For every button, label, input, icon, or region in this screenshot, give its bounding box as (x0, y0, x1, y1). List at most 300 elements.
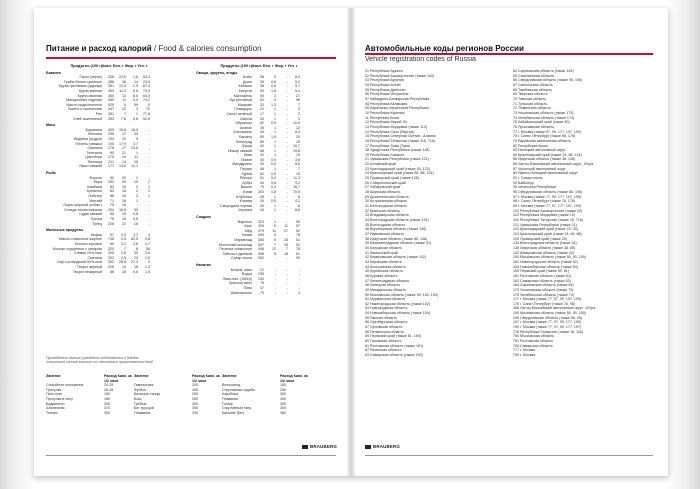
region-code-item: 178 г. Санкт-Петербург (также 78, 98) (513, 301, 576, 306)
region-code-item: 11 Республика Коми (365, 115, 399, 120)
food-row (46, 117, 150, 122)
region-code-item: 64 Саратовская область (также 164) (513, 69, 574, 73)
food-value: 2,5 (133, 84, 138, 89)
region-code-item: 124 Красноярский край (также 24, 84, 88) (513, 231, 582, 236)
food-value: 75 (110, 203, 114, 208)
food-name: Груша (241, 144, 252, 149)
food-value: 1 (274, 148, 276, 153)
food-name: Черника (237, 208, 252, 213)
food-value: 0,6 (133, 269, 138, 274)
region-code-item: 87 Чукотский автономный округ (513, 166, 566, 171)
food-value: - (286, 290, 288, 295)
region-code-item: 83 Ненецкий автономный округ (513, 148, 566, 153)
food-value: 23,0 (119, 75, 126, 80)
food-value: 17 (260, 111, 264, 116)
food-value: 0,9 (271, 157, 276, 162)
food-name: Окунь морской (собак.) (63, 203, 102, 208)
food-name: Клубника (236, 194, 252, 199)
region-code-item: 48 Липецкая область (365, 283, 401, 288)
food-value: 17 (122, 132, 126, 137)
activity-name: Альпинизм (46, 406, 65, 411)
food-value: - (148, 175, 150, 180)
region-code-item: 25 Приморский край (также 125) (365, 176, 419, 181)
bottom-rule (365, 455, 653, 456)
food-value: 23,5 (131, 146, 138, 151)
food-value: 85 (110, 212, 114, 217)
food-value: 205 (108, 251, 114, 256)
food-value: 40 (260, 130, 264, 135)
food-value: 5,4 (295, 88, 300, 93)
food-value: 22 (122, 136, 126, 141)
region-code-item: 59 Пермский край (также 81, 159) (365, 334, 421, 339)
activity-kcal: 330 (192, 410, 198, 415)
food-value: 3 (298, 290, 300, 295)
food-value: 105 (108, 141, 114, 146)
section-heading: Овощи, фрукты, ягоды (196, 70, 238, 75)
food-value: 177 (108, 164, 114, 169)
food-value: 2 (136, 184, 138, 189)
food-value: 2 (136, 194, 138, 199)
region-code-item: 53 Новгородская область (365, 306, 408, 311)
food-value: 26,8 (119, 260, 126, 265)
region-code-item: 55 Омская область (365, 315, 397, 320)
binding-gutter (346, 8, 356, 476)
region-code-item: 49 Магаданская область (365, 287, 407, 292)
food-value: 79 (260, 185, 264, 190)
region-code-item: 159 Пермский край (также 59, 81) (513, 269, 569, 274)
food-value: 21 (260, 267, 264, 272)
region-code-item: 94 Байконур (513, 180, 534, 185)
region-code-item: 62 Рязанская область (365, 348, 402, 353)
region-code-item: 16 Республика Татарстан (также 116, 716) (365, 138, 436, 143)
header-product: Продукты (100 г) (220, 64, 252, 68)
food-value: 1 (136, 111, 138, 116)
region-code-item: 61 Ростовская область (также 161) (365, 343, 424, 348)
food-column-2 (196, 64, 300, 295)
activity-name: Пинг-понг (46, 392, 63, 397)
activity-kcal: 450 (280, 396, 286, 401)
food-value: 130 (258, 276, 264, 281)
region-code-item: 761 Ростовская область (513, 339, 554, 344)
region-code-item: 65 Сахалинская область (513, 73, 555, 78)
food-value: 44 (260, 208, 264, 213)
food-value: 7 (286, 247, 288, 252)
food-value: - (148, 164, 150, 169)
food-name: Кабачки (238, 84, 252, 89)
food-value: 6 (298, 194, 300, 199)
food-value: 51 (260, 176, 264, 181)
region-code-item: 10 Республика Карелия (365, 110, 405, 115)
food-value: 1,5 (271, 134, 276, 139)
food-value: 38 (260, 84, 264, 89)
food-value: 28 (284, 237, 288, 242)
region-code-item: 70 Томская область (513, 96, 547, 101)
food-name: Кекс (244, 224, 252, 229)
food-name: Камбала (87, 184, 102, 189)
food-value: - (148, 155, 150, 160)
region-code-item: 78 г. Санкт-Петербург (также 98, 178) (513, 134, 576, 139)
region-code-item: 95 Чеченская Республика (513, 185, 556, 190)
food-name: Треска (90, 217, 102, 221)
food-value: 15 (296, 171, 300, 176)
activity-name: Бальные танцы (134, 392, 161, 397)
food-value: 211 (108, 159, 114, 164)
food-value: - (286, 233, 288, 238)
food-value: 3 (298, 107, 300, 112)
food-name: Пиво-нал. (350гр) (222, 276, 252, 281)
food-value: 12 (296, 125, 300, 130)
activity-name: Велосипед (222, 383, 241, 388)
food-value: - (286, 134, 288, 139)
food-name: Грибы белые сушёные (63, 79, 102, 84)
region-code-item: 138 Иркутская область (также 38, 85) (513, 245, 576, 250)
section-heading: Сладкое (196, 215, 212, 219)
food-value: - (286, 162, 288, 167)
logo-text: BRAUBERG (310, 444, 337, 449)
region-code-item: 06 Республика Ингушетия (365, 92, 409, 97)
food-value: 11 (272, 228, 276, 233)
food-name: Мандарины (232, 162, 252, 167)
food-value: 0,9 (271, 121, 276, 126)
food-name: Варенье (237, 219, 252, 224)
region-code-item: 174 Челябинская область (также 74) (513, 292, 575, 297)
food-value: 392 (258, 256, 264, 261)
food-value: 11,3 (293, 176, 300, 181)
food-value: 1 (136, 198, 138, 203)
food-value: - (148, 136, 150, 141)
food-value: 252 (108, 180, 114, 185)
food-value: 16 (122, 198, 126, 203)
food-value: 2 (298, 111, 300, 116)
food-value: 89 (260, 134, 264, 139)
food-value: 75 (110, 217, 114, 221)
activity-column-header: Занятие (222, 374, 237, 378)
food-value: 61 (296, 251, 300, 256)
logo-mark-icon (302, 445, 308, 449)
food-value: 6,5 (133, 93, 138, 98)
food-name: Макаронные изделия (66, 98, 102, 103)
region-code-item: 75 Забайкальский край (также 80) (513, 120, 570, 125)
region-code-item: 71 Тульская область (513, 101, 548, 106)
region-code-item: 05 Республика Дагестан (365, 87, 406, 92)
food-name: Индейка (грудка) (73, 136, 102, 141)
food-value: 1 (274, 203, 276, 208)
food-value: 39 (260, 79, 264, 84)
food-name: Бананы (239, 134, 252, 139)
region-code-item: 79 Еврейская автономная область (513, 138, 571, 143)
region-code-item: 68 Тамбовская область (513, 87, 553, 92)
food-value: - (286, 75, 288, 80)
food-value: 3 (298, 116, 300, 121)
region-code-item: 08 Республика Калмыкия (365, 101, 408, 106)
codes-title-ru: Автомобильные коды регионов России (365, 44, 524, 53)
food-value: 16 (122, 184, 126, 189)
food-title-en: / Food & calories consumption (153, 44, 262, 53)
food-value: 1 (274, 144, 276, 149)
food-value: 1,5 (145, 269, 150, 274)
food-name: Молоко коровье (74, 241, 102, 246)
food-value: 1,8 (271, 190, 276, 195)
food-value: 90 (260, 93, 264, 98)
codes-column-1 (365, 69, 438, 358)
food-value: - (286, 116, 288, 121)
food-value: 2 (148, 180, 150, 185)
food-name: Икра (93, 180, 102, 185)
food-name: Баранина (85, 127, 102, 132)
region-code-item: 92 г. Севастополь (513, 176, 543, 181)
food-name: Творог жирный (76, 264, 102, 269)
activity-name: Спортивный танц (222, 406, 252, 411)
food-value: - (286, 93, 288, 98)
food-value: 52 (296, 228, 300, 233)
food-value: - (286, 98, 288, 103)
food-value: 58 (260, 75, 264, 80)
activity-kcal: 250 (280, 387, 286, 392)
brand-logo (302, 444, 337, 449)
food-value: 0,4 (271, 176, 276, 181)
food-value: 253 (108, 116, 114, 121)
food-name: Сахар-песок (231, 256, 252, 261)
food-value: 11 (284, 224, 288, 229)
food-value: 14 (122, 264, 126, 269)
activity-kcal: 300 (192, 387, 198, 392)
food-name: Арбуз (242, 180, 252, 185)
food-value: - (286, 107, 288, 112)
food-value: 5,7 (295, 84, 300, 89)
food-name: Абрикосы (235, 121, 252, 126)
region-code-item: 84 Красноярский край (также 24, 88, 124) (513, 152, 582, 157)
region-code-item: 32 Брянская область (365, 208, 400, 213)
food-name: Помидоры (234, 107, 252, 112)
food-value: 30 (260, 88, 264, 93)
food-value: 16 (122, 194, 126, 199)
food-value: 226 (108, 264, 114, 269)
food-value: 5 (274, 75, 276, 80)
region-code-item: 30 Астраханская область (365, 199, 408, 204)
food-value: - (286, 194, 288, 199)
food-value: 0,8 (133, 88, 138, 93)
food-value: 57 (296, 224, 300, 229)
region-code-item: 69 Тверская область (513, 92, 548, 97)
food-value: 35 (284, 242, 288, 247)
food-value: 60 (110, 241, 114, 246)
food-value: 40 (260, 162, 264, 167)
bottom-rule (46, 455, 336, 456)
food-name: Халва (241, 233, 252, 238)
food-name: Красное вино (229, 281, 252, 286)
food-value: 351 (108, 84, 114, 89)
food-value: 36 (122, 79, 126, 84)
food-name: Водка (241, 272, 252, 277)
activity-table (46, 374, 336, 415)
food-value: 90 (110, 150, 114, 155)
food-value: 52,6 (143, 116, 150, 121)
food-name: Ананас (239, 125, 252, 130)
food-value: 0,8 (133, 116, 138, 121)
food-value: 1 (148, 189, 150, 194)
food-value: 41 (260, 153, 264, 158)
food-name: Творог нежирный (72, 269, 102, 274)
food-value: 1 (148, 194, 150, 199)
food-value: 1 (274, 208, 276, 213)
region-code-item: 40 Калужская область (365, 245, 403, 250)
activity-kcal: 300 (280, 392, 286, 397)
food-value: 8,4 (295, 130, 300, 135)
food-value: 18 (284, 251, 288, 256)
activity-kcal: 200 (104, 401, 110, 406)
food-value: 17,9 (119, 141, 126, 146)
region-code-item: 18 Удмуртская Республика (также 118) (365, 148, 430, 153)
activity-column-header: Занятие (134, 374, 149, 378)
food-value: 1 (148, 184, 150, 189)
food-value: 62 (260, 171, 264, 176)
food-value: - (286, 79, 288, 84)
food-value: 175 (108, 155, 114, 160)
food-value: - (148, 212, 150, 217)
food-name: Сыр голландский 50%-ный (57, 260, 102, 265)
food-value: 15,6 (119, 127, 126, 132)
region-code-item: 15 Республика Северная Осетия - Алания (365, 134, 436, 139)
food-name: Цыплёнок (85, 155, 102, 160)
food-name: Хлеб пшеничный (73, 116, 102, 121)
food-name: Лобстер (88, 194, 102, 199)
activity-kcal: 300 (280, 406, 286, 411)
food-value: 27,3 (131, 260, 138, 265)
activity-name: Плаванье (222, 396, 239, 401)
region-code-item: 123 Краснодарский край (также 23, 93) (513, 227, 578, 232)
food-value: - (286, 256, 288, 261)
activity-kcal: 180 (104, 396, 110, 401)
activity-kcal: 380 (280, 410, 286, 415)
food-value: 134 (108, 136, 114, 141)
food-value: 16 (122, 203, 126, 208)
region-code-item: 173 Ульяновская область (также 73) (513, 287, 574, 292)
food-value: 86 (110, 194, 114, 199)
region-code-item: 134 Волгоградская область (также 34) (513, 241, 577, 246)
food-value: 1 (274, 153, 276, 158)
activity-column-header: Расход Ккал. за 1/2 часа (280, 374, 308, 383)
region-code-item: 35 Вологодская область (365, 222, 406, 227)
region-code-item: 09 Карачаево-Черкесская Республика (365, 106, 429, 111)
food-value: 0 (148, 102, 150, 107)
food-name: Печень говяжья (75, 141, 102, 146)
region-code-item: 12 Республика Марий Эл (365, 120, 408, 125)
food-value: 294 (258, 233, 264, 238)
region-code-item: 31 Белгородская область (365, 204, 408, 209)
food-value: 0,5 (133, 217, 138, 221)
region-code-item: 54 Новосибирская область (также 154) (365, 311, 430, 316)
region-code-item: 89 Ямало-Ненецкий автономный округ (513, 171, 578, 176)
title-underline (46, 57, 336, 59)
food-value: 295 (108, 132, 114, 137)
food-value: 4,2 (295, 199, 300, 204)
activity-kcal: 40-45 (104, 387, 114, 392)
food-value: 23,5 (143, 79, 150, 84)
food-value: 1 (274, 139, 276, 144)
region-code-item: 199 г. Москва (также 77, 97, 99, 177, 197) (513, 325, 582, 330)
food-name: Бобы (243, 75, 252, 80)
activity-name: Футбол (134, 387, 147, 392)
activity-column-header: Расход Ккал. за 1/2 часа (192, 374, 220, 383)
region-code-item: 60 Псковская область (365, 339, 402, 344)
food-name: Масло сливочное жирное (59, 237, 102, 242)
region-code-item: 161 Ростовская область (также 61) (513, 273, 572, 278)
food-value: 21 (122, 150, 126, 155)
food-value: 8 (136, 246, 138, 251)
food-name: Судак свежий (79, 212, 102, 217)
food-value: - (148, 132, 150, 137)
activity-kcal: 300 (104, 410, 110, 415)
food-value: 64,9 (143, 93, 150, 98)
food-value: 320 (108, 246, 114, 251)
food-value: - (148, 146, 150, 151)
food-value: 77,8 (143, 111, 150, 116)
food-value: 4 (274, 233, 276, 238)
food-value: - (274, 276, 276, 281)
food-value: 71 (110, 198, 114, 203)
activity-column-header: Занятие (46, 374, 61, 378)
food-value: 286 (108, 79, 114, 84)
food-value: - (286, 285, 288, 290)
food-value: - (286, 190, 288, 195)
food-value: 10,5 (293, 121, 300, 126)
food-title-ru: Питание и расход калорий (46, 44, 152, 53)
food-value: 5 (274, 251, 276, 256)
section-heading: Мясо (46, 123, 56, 128)
food-value: - (286, 157, 288, 162)
title-underline (365, 53, 653, 55)
activity-kcal: 180 (280, 383, 286, 388)
food-value: 356 (258, 237, 264, 242)
region-code-item: 23 Краснодарский край (также 93, 123) (365, 166, 430, 171)
food-value: 16,9 (119, 207, 126, 212)
food-name: Дыня (243, 79, 252, 84)
food-value: - (286, 219, 288, 224)
food-value: - (148, 203, 150, 208)
food-value: 16,3 (131, 127, 138, 132)
codes-column-2 (513, 69, 595, 358)
food-name: Печенье сливочное (219, 247, 252, 252)
food-name: Мёд (244, 228, 252, 233)
brand-logo (365, 444, 400, 449)
food-value: 12 (272, 247, 276, 252)
food-value: 0,5 (121, 237, 126, 242)
codes-title-en: Vehicle registration codes of Russia (365, 56, 476, 63)
food-value: 57 (110, 232, 114, 237)
food-value: 0,8 (145, 237, 150, 242)
food-value: 68 (260, 148, 264, 153)
header-nutrients: Ккал. Бел. г Жир. г Угл. г (102, 64, 148, 68)
food-value: - (286, 272, 288, 277)
food-value: 76 (296, 233, 300, 238)
region-code-item: 13 Республика Мордовия (также 113) (365, 124, 428, 129)
region-code-item: 26 Ставропольский край (365, 180, 406, 185)
food-row (196, 208, 300, 213)
region-code-item: 14 Республика Саха (Якутия) (365, 129, 414, 134)
food-value: 0,6 (271, 84, 276, 89)
food-value: 22 (260, 107, 264, 112)
food-value: - (286, 102, 288, 107)
food-value: 0,6 (271, 180, 276, 185)
region-code-item: 777 г. Москва (513, 348, 536, 353)
region-code-item: 177 г. Москва (также 77, 97, 99, 197, 199) (513, 297, 582, 302)
region-code-item: 37 Ивановская область (365, 231, 404, 236)
food-value: 11 (134, 155, 138, 160)
left-page (34, 8, 351, 476)
region-code-item: 142 Кемеровская область (также 42) (513, 250, 575, 255)
region-code-item: 17 Республика Тыва (Тува) (365, 143, 410, 148)
food-value: 5 (136, 136, 138, 141)
